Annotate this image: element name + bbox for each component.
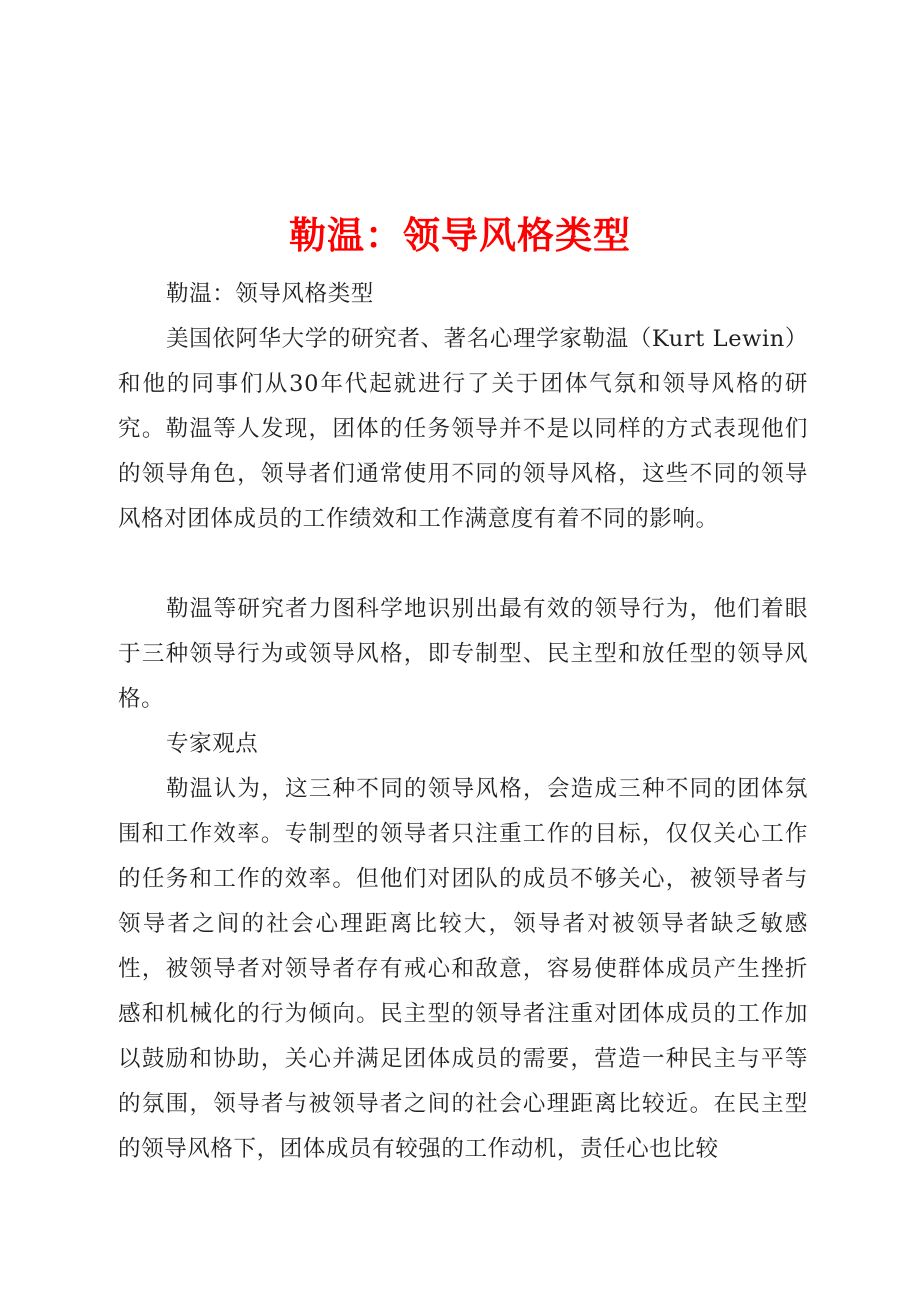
paragraph-expert-view-body: 勒温认为，这三种不同的领导风格，会造成三种不同的团体氛围和工作效率。专制型的领导者只注重工作的目标，仅仅关心工作的任务和工作的效率。但他们对团队的成员不够关心，被领导者与领导者之间的社会心理距离比较大，领导者对被领导者缺乏敏感性，被领导者对领导者存有戒心和敌意，容易使群体成员产生挫折感和机械化的行为倾向。民主型的领导者注重对团体成员的工作加以鼓励和协助，关心并满足团体成员的需要，营造一种民主与平等的氛围，领导者与被领导者之间的社会心理距离比较近。在民主型的领导风格下，团体成员有较强的工作动机，责任心也比较 <box>118 776 808 1162</box>
document-body <box>118 272 808 1172</box>
paragraph-heading-repeat: 勒温：领导风格类型 <box>166 281 374 307</box>
paragraph-spacer <box>118 542 808 587</box>
paragraph-expert-view-heading: 专家观点 <box>166 731 259 757</box>
paragraph-intro: 美国依阿华大学的研究者、著名心理学家勒温（Kurt Lewin）和他的同事们从30年代起就进行了关于团体气氛和领导风格的研究。勒温等人发现，团体的任务领导并不是以同样的方式表现他们的领导角色，领导者们通常使用不同的领导风格，这些不同的领导风格对团体成员的工作绩效和工作满意度有着不同的影响。 <box>118 326 808 532</box>
page-title: 勒温：领导风格类型 <box>289 213 631 257</box>
paragraph-three-styles: 勒温等研究者力图科学地识别出最有效的领导行为，他们着眼于三种领导行为或领导风格，即专制型、民主型和放任型的领导风格。 <box>118 596 808 712</box>
